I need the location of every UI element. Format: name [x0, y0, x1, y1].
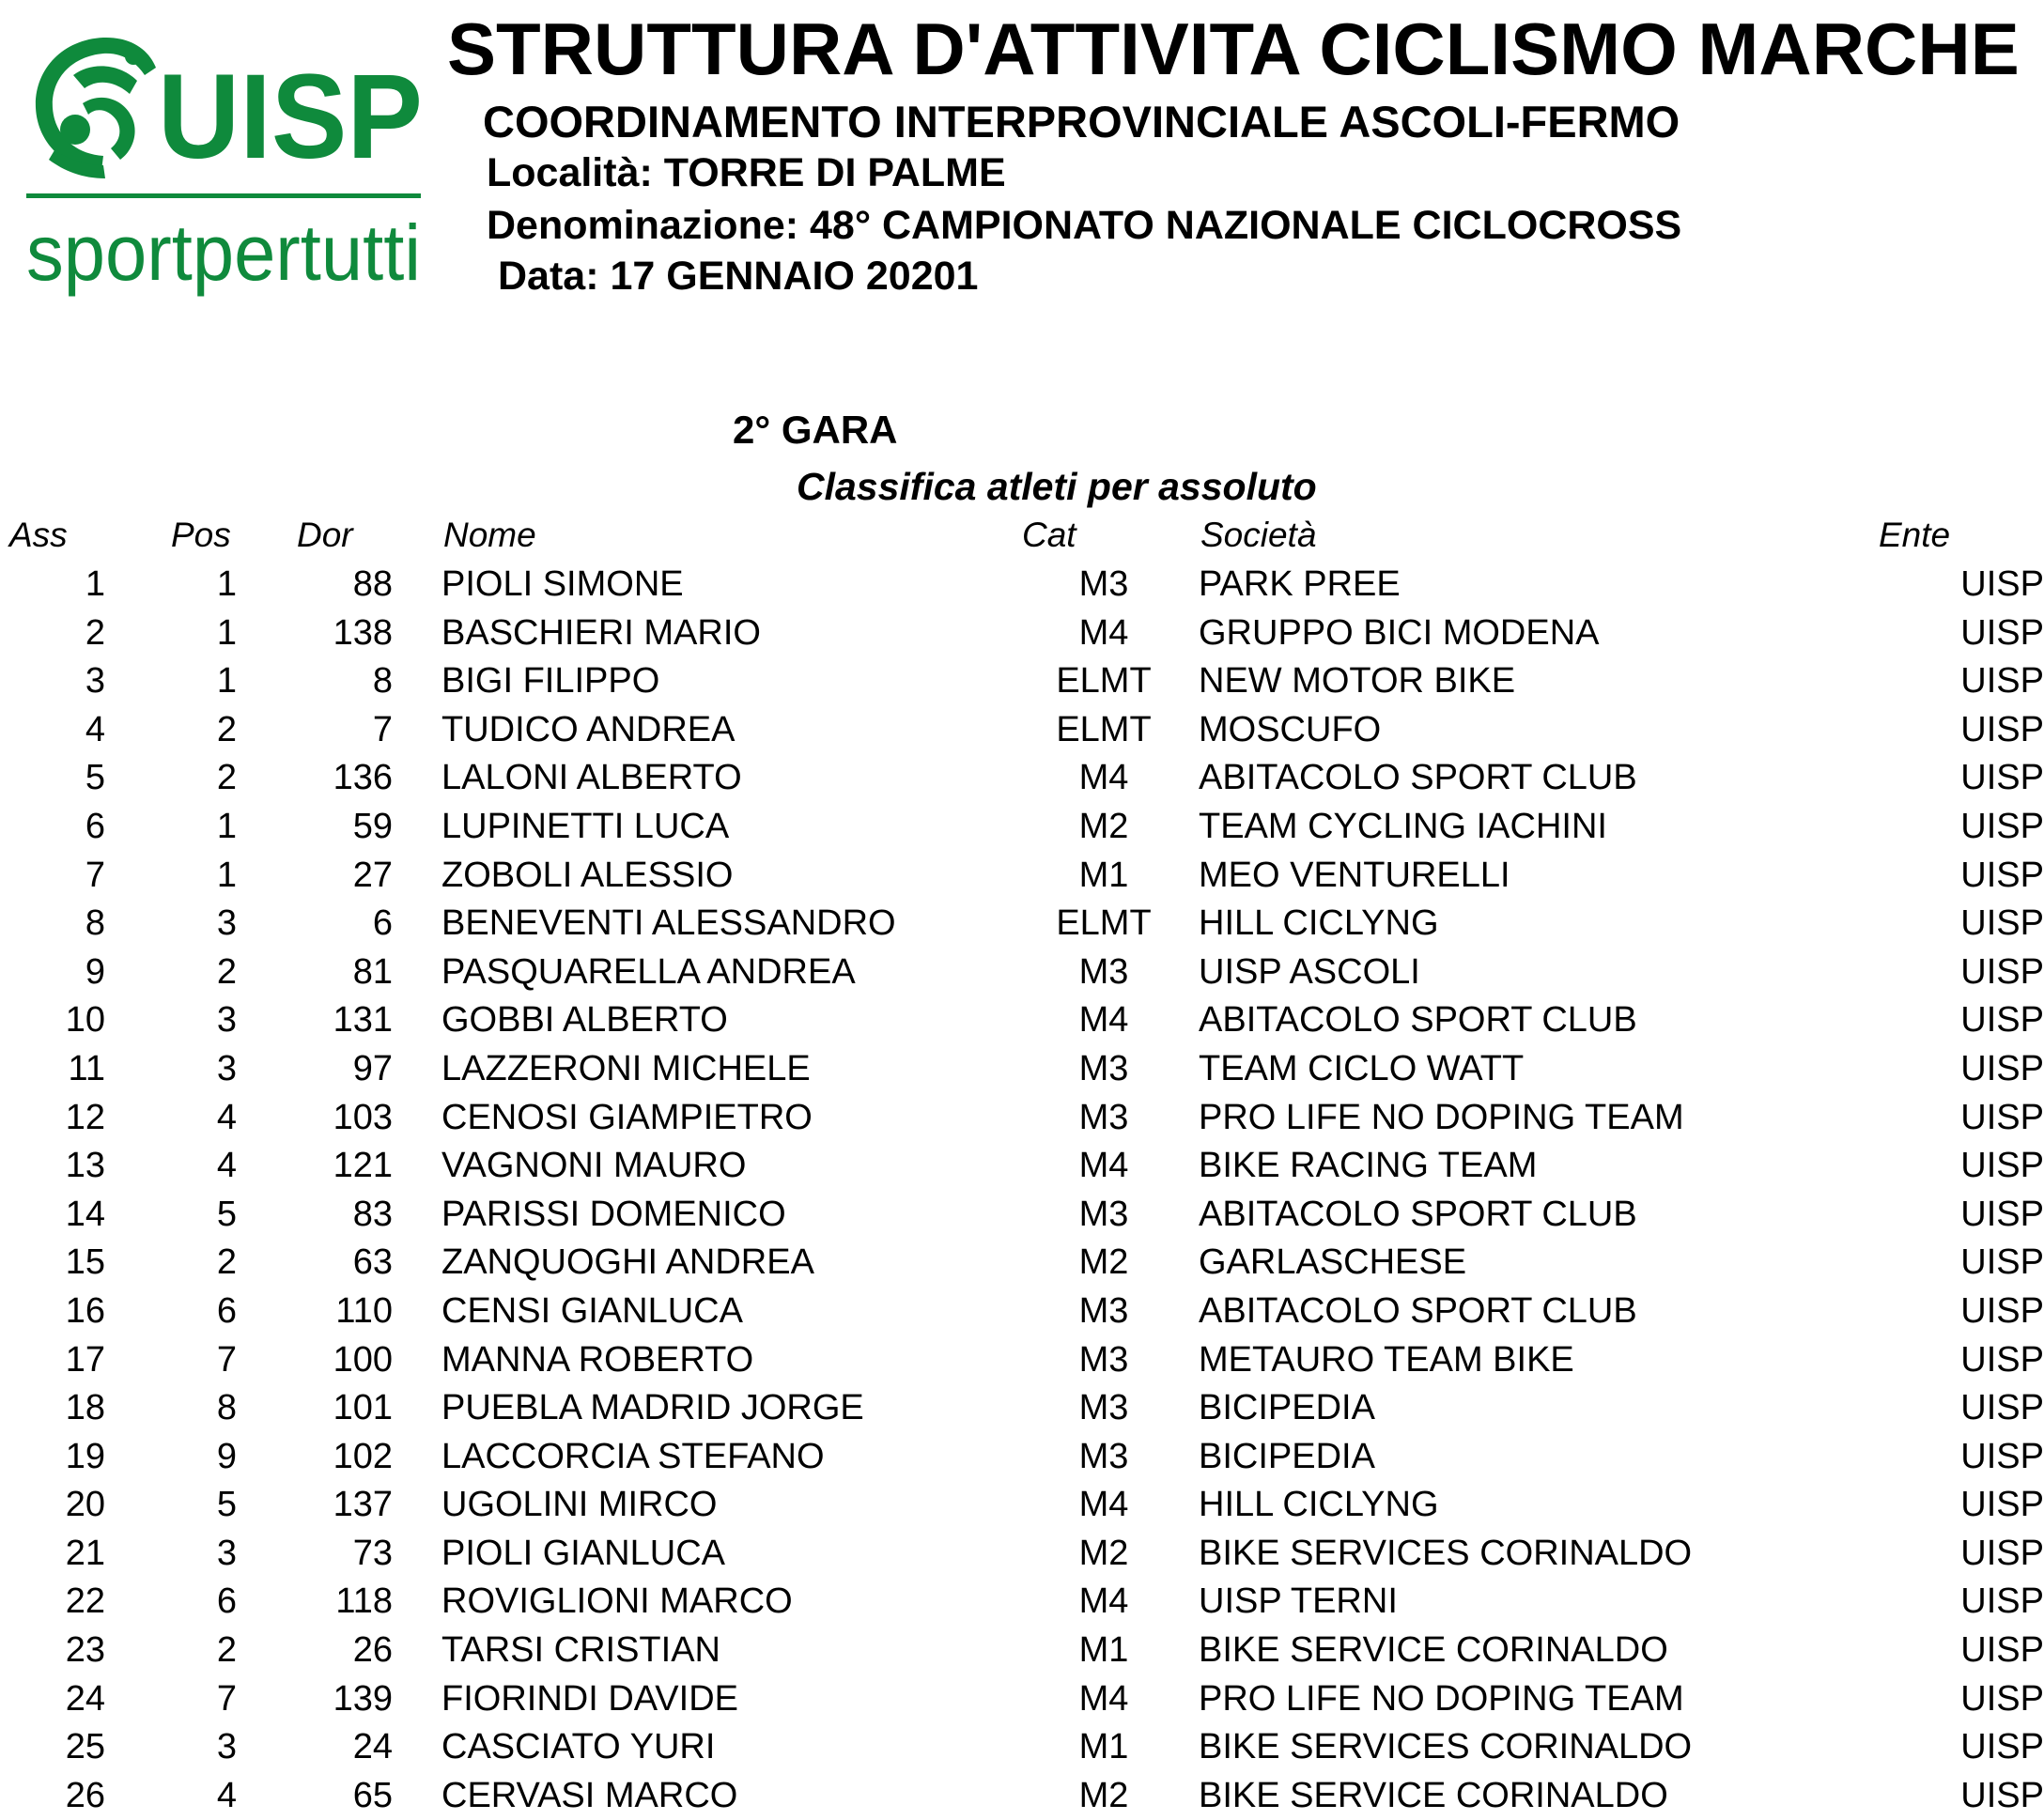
cell-pos: 7 — [216, 1678, 237, 1719]
cell-pos: 9 — [216, 1436, 237, 1476]
cell-cat: M4 — [1078, 612, 1129, 653]
table-row — [0, 1044, 2044, 1093]
cell-societa: GARLASCHESE — [1199, 1242, 1467, 1283]
cell-societa: BICIPEDIA — [1199, 1436, 1375, 1476]
brand-text: UISP — [158, 50, 423, 184]
cell-pos: 5 — [216, 1485, 237, 1525]
cell-nome: LACCORCIA STEFANO — [441, 1436, 825, 1476]
cell-dor: 102 — [333, 1436, 393, 1476]
table-row — [0, 995, 2044, 1044]
cell-cat: M3 — [1078, 1290, 1129, 1331]
cell-cat: M3 — [1078, 564, 1129, 604]
cell-ente: UISP — [1960, 1630, 2044, 1671]
cell-pos: 2 — [216, 709, 237, 749]
table-row — [0, 1432, 2044, 1481]
cell-pos: 5 — [216, 1194, 237, 1234]
cell-ass: 23 — [65, 1630, 105, 1671]
uisp-logo — [17, 19, 430, 319]
cell-dor: 26 — [352, 1630, 393, 1671]
cell-cat: M3 — [1078, 1097, 1129, 1137]
table-row — [0, 1577, 2044, 1626]
cell-ente: UISP — [1960, 1146, 2044, 1186]
table-row — [0, 753, 2044, 802]
cell-pos: 6 — [216, 1581, 237, 1622]
cell-cat: M4 — [1078, 1485, 1129, 1525]
table-row — [0, 802, 2044, 851]
cell-ente: UISP — [1960, 1242, 2044, 1283]
cell-cat: M2 — [1078, 806, 1129, 846]
localita-line: Località: TORRE DI PALME — [487, 150, 1006, 195]
cell-ente: UISP — [1960, 564, 2044, 604]
cell-ass: 20 — [65, 1485, 105, 1525]
cell-dor: 8 — [372, 661, 393, 702]
date-line: Data: 17 GENNAIO 20201 — [498, 254, 979, 299]
cell-dor: 137 — [333, 1485, 393, 1525]
cell-societa: TEAM CICLO WATT — [1199, 1048, 1525, 1088]
cell-ente: UISP — [1960, 1485, 2044, 1525]
cell-dor: 110 — [335, 1290, 393, 1331]
cell-dor: 7 — [372, 709, 393, 749]
cell-dor: 83 — [352, 1194, 393, 1234]
cell-pos: 6 — [216, 1290, 237, 1331]
cell-ass: 26 — [65, 1775, 105, 1815]
cell-cat: M3 — [1078, 1436, 1129, 1476]
cell-dor: 103 — [333, 1097, 393, 1137]
cell-cat: M3 — [1078, 1194, 1129, 1234]
cell-dor: 27 — [352, 855, 393, 895]
cell-ente: UISP — [1960, 1581, 2044, 1622]
uisp-logo-graphic — [17, 19, 430, 319]
table-row — [0, 656, 2044, 705]
cell-nome: PARISSI DOMENICO — [441, 1194, 786, 1234]
cell-nome: ZANQUOGHI ANDREA — [441, 1242, 814, 1283]
cell-nome: PASQUARELLA ANDREA — [441, 951, 856, 992]
cell-ente: UISP — [1960, 1388, 2044, 1428]
cell-nome: BIGI FILIPPO — [441, 661, 660, 702]
cell-nome: LAZZERONI MICHELE — [441, 1048, 811, 1088]
cell-pos: 1 — [216, 855, 237, 895]
cell-societa: PRO LIFE NO DOPING TEAM — [1199, 1097, 1684, 1137]
cell-ass: 25 — [65, 1727, 105, 1767]
cell-dor: 59 — [352, 806, 393, 846]
cell-pos: 2 — [216, 758, 237, 798]
cell-pos: 4 — [216, 1775, 237, 1815]
document-title: STRUTTURA D'ATTIVITA CICLISMO MARCHE — [447, 8, 2020, 90]
cell-societa: UISP TERNI — [1199, 1581, 1398, 1622]
header-ass: Ass — [9, 516, 68, 554]
cell-cat: M4 — [1078, 1146, 1129, 1186]
cell-societa: MOSCUFO — [1199, 709, 1382, 749]
cell-pos: 2 — [216, 951, 237, 992]
cell-dor: 131 — [333, 1000, 393, 1041]
table-row — [0, 1287, 2044, 1335]
cell-ass: 5 — [85, 758, 105, 798]
cell-pos: 3 — [216, 1000, 237, 1041]
cell-nome: ZOBOLI ALESSIO — [441, 855, 734, 895]
cell-ente: UISP — [1960, 951, 2044, 992]
cell-ente: UISP — [1960, 806, 2044, 846]
cell-dor: 88 — [352, 564, 393, 604]
cell-societa: METAURO TEAM BIKE — [1199, 1339, 1574, 1380]
cell-ass: 7 — [85, 855, 105, 895]
cell-pos: 1 — [216, 661, 237, 702]
cell-pos: 1 — [216, 806, 237, 846]
cell-ass: 18 — [65, 1388, 105, 1428]
ranking-heading: Classifica atleti per assoluto — [797, 465, 1317, 508]
cell-cat: M3 — [1078, 1048, 1129, 1088]
cell-societa: TEAM CYCLING IACHINI — [1199, 806, 1607, 846]
cell-societa: ABITACOLO SPORT CLUB — [1199, 758, 1637, 798]
denominazione-line: Denominazione: 48° CAMPIONATO NAZIONALE CICLOCROSS — [487, 203, 1682, 248]
cell-ass: 17 — [65, 1339, 105, 1380]
cell-societa: NEW MOTOR BIKE — [1199, 661, 1516, 702]
cell-ass: 16 — [65, 1290, 105, 1331]
cell-pos: 8 — [216, 1388, 237, 1428]
cell-ente: UISP — [1960, 1775, 2044, 1815]
document-subtitle: COORDINAMENTO INTERPROVINCIALE ASCOLI-FERMO — [483, 97, 1680, 147]
header-cat: Cat — [1022, 516, 1076, 554]
cell-ente: UISP — [1960, 855, 2044, 895]
cell-ente: UISP — [1960, 1436, 2044, 1476]
cell-nome: CERVASI MARCO — [441, 1775, 738, 1815]
tagline-text: sportpertutti — [26, 208, 421, 297]
cell-nome: CASCIATO YURI — [441, 1727, 716, 1767]
cell-ass: 22 — [65, 1581, 105, 1622]
cell-ass: 4 — [85, 709, 105, 749]
cell-cat: M4 — [1078, 1000, 1129, 1041]
cell-pos: 4 — [216, 1097, 237, 1137]
cell-societa: MEO VENTURELLI — [1199, 855, 1510, 895]
cell-ass: 9 — [85, 951, 105, 992]
table-row — [0, 560, 2044, 609]
cell-societa: PARK PREE — [1199, 564, 1401, 604]
cell-dor: 118 — [335, 1581, 393, 1622]
cell-dor: 121 — [333, 1146, 393, 1186]
cell-dor: 139 — [333, 1678, 393, 1719]
cell-pos: 1 — [216, 612, 237, 653]
cell-pos: 2 — [216, 1630, 237, 1671]
cell-nome: LALONI ALBERTO — [441, 758, 742, 798]
cell-cat: M3 — [1078, 1339, 1129, 1380]
cell-ass: 6 — [85, 806, 105, 846]
header-nome: Nome — [443, 516, 536, 554]
cell-ass: 19 — [65, 1436, 105, 1476]
cell-ente: UISP — [1960, 758, 2044, 798]
cell-societa: HILL CICLYNG — [1199, 903, 1439, 944]
cell-nome: PUEBLA MADRID JORGE — [441, 1388, 864, 1428]
cell-pos: 2 — [216, 1242, 237, 1283]
cell-nome: PIOLI SIMONE — [441, 564, 684, 604]
cell-cat: M4 — [1078, 1678, 1129, 1719]
cell-cat: M3 — [1078, 951, 1129, 992]
cell-nome: CENOSI GIAMPIETRO — [441, 1097, 813, 1137]
table-row — [0, 1335, 2044, 1384]
cell-societa: GRUPPO BICI MODENA — [1199, 612, 1600, 653]
cell-ass: 14 — [65, 1194, 105, 1234]
cell-societa: HILL CICLYNG — [1199, 1485, 1439, 1525]
cell-nome: GOBBI ALBERTO — [441, 1000, 728, 1041]
cell-ente: UISP — [1960, 1000, 2044, 1041]
table-row — [0, 1480, 2044, 1529]
cell-ass: 13 — [65, 1146, 105, 1186]
cell-ente: UISP — [1960, 1678, 2044, 1719]
cell-cat: M2 — [1078, 1533, 1129, 1573]
cell-dor: 81 — [352, 951, 393, 992]
table-row — [0, 899, 2044, 948]
cell-cat: M1 — [1078, 1630, 1129, 1671]
cell-dor: 73 — [352, 1533, 393, 1573]
table-row — [0, 1238, 2044, 1287]
cell-ente: UISP — [1960, 1290, 2044, 1331]
cell-societa: BIKE SERVICES CORINALDO — [1199, 1727, 1693, 1767]
table-row — [0, 1141, 2044, 1190]
cell-ente: UISP — [1960, 1097, 2044, 1137]
cell-ass: 3 — [85, 661, 105, 702]
cell-ass: 11 — [68, 1048, 105, 1088]
cell-ente: UISP — [1960, 612, 2044, 653]
cell-dor: 100 — [333, 1339, 393, 1380]
table-row — [0, 705, 2044, 754]
table-row — [0, 1529, 2044, 1578]
cell-nome: MANNA ROBERTO — [441, 1339, 754, 1380]
cell-pos: 3 — [216, 1533, 237, 1573]
cell-ass: 1 — [85, 564, 105, 604]
table-row — [0, 851, 2044, 900]
race-heading: 2° GARA — [733, 408, 898, 452]
cell-pos: 3 — [216, 1727, 237, 1767]
cell-cat: M2 — [1078, 1775, 1129, 1815]
cell-ass: 12 — [65, 1097, 105, 1137]
cell-nome: LUPINETTI LUCA — [441, 806, 730, 846]
cell-cat: M3 — [1078, 1388, 1129, 1428]
cell-nome: BASCHIERI MARIO — [441, 612, 761, 653]
cell-cat: M4 — [1078, 758, 1129, 798]
cell-nome: PIOLI GIANLUCA — [441, 1533, 725, 1573]
cell-dor: 97 — [352, 1048, 393, 1088]
cell-ass: 10 — [65, 1000, 105, 1041]
cell-ass: 15 — [65, 1242, 105, 1283]
cell-ente: UISP — [1960, 1533, 2044, 1573]
table-row — [0, 1093, 2044, 1142]
cell-societa: UISP ASCOLI — [1199, 951, 1420, 992]
cell-dor: 101 — [333, 1388, 393, 1428]
cell-nome: ROVIGLIONI MARCO — [441, 1581, 793, 1622]
cell-cat: M4 — [1078, 1581, 1129, 1622]
table-row — [0, 1190, 2044, 1239]
table-row — [0, 1383, 2044, 1432]
cell-societa: BICIPEDIA — [1199, 1388, 1375, 1428]
cell-ente: UISP — [1960, 1727, 2044, 1767]
header-pos: Pos — [171, 516, 231, 554]
cell-nome: VAGNONI MAURO — [441, 1146, 747, 1186]
table-row — [0, 1771, 2044, 1820]
table-row — [0, 1674, 2044, 1723]
cell-pos: 1 — [216, 564, 237, 604]
cell-dor: 65 — [352, 1775, 393, 1815]
cell-pos: 7 — [216, 1339, 237, 1380]
cell-cat: ELMT — [1056, 709, 1152, 749]
cyclist-emblem-icon — [36, 38, 156, 178]
cell-nome: TUDICO ANDREA — [441, 709, 736, 749]
cell-ente: UISP — [1960, 1339, 2044, 1380]
cell-dor: 24 — [352, 1727, 393, 1767]
cell-dor: 136 — [333, 758, 393, 798]
cell-cat: ELMT — [1056, 661, 1152, 702]
results-table — [0, 560, 2044, 1819]
cell-ente: UISP — [1960, 709, 2044, 749]
cell-nome: BENEVENTI ALESSANDRO — [441, 903, 896, 944]
cell-ass: 21 — [65, 1533, 105, 1573]
cell-cat: M2 — [1078, 1242, 1129, 1283]
cell-pos: 3 — [216, 903, 237, 944]
cell-ass: 2 — [85, 612, 105, 653]
header-ente: Ente — [1879, 516, 1951, 554]
cell-nome: FIORINDI DAVIDE — [441, 1678, 738, 1719]
cell-societa: BIKE SERVICE CORINALDO — [1199, 1630, 1668, 1671]
cell-societa: ABITACOLO SPORT CLUB — [1199, 1000, 1637, 1041]
cell-dor: 6 — [372, 903, 393, 944]
cell-cat: M1 — [1078, 1727, 1129, 1767]
cell-cat: M1 — [1078, 855, 1129, 895]
header-dor: Dor — [297, 516, 353, 554]
cell-nome: TARSI CRISTIAN — [441, 1630, 720, 1671]
cell-nome: CENSI GIANLUCA — [441, 1290, 743, 1331]
cell-cat: ELMT — [1056, 903, 1152, 944]
cell-ente: UISP — [1960, 1048, 2044, 1088]
cell-ass: 24 — [65, 1678, 105, 1719]
cell-societa: BIKE SERVICES CORINALDO — [1199, 1533, 1693, 1573]
cell-nome: UGOLINI MIRCO — [441, 1485, 718, 1525]
cell-societa: BIKE RACING TEAM — [1199, 1146, 1538, 1186]
cell-societa: ABITACOLO SPORT CLUB — [1199, 1290, 1637, 1331]
header-societa: Società — [1200, 516, 1317, 554]
cell-dor: 138 — [333, 612, 393, 653]
cell-societa: BIKE SERVICE CORINALDO — [1199, 1775, 1668, 1815]
cell-societa: ABITACOLO SPORT CLUB — [1199, 1194, 1637, 1234]
cell-ente: UISP — [1960, 661, 2044, 702]
table-row — [0, 948, 2044, 996]
cell-societa: PRO LIFE NO DOPING TEAM — [1199, 1678, 1684, 1719]
table-row — [0, 1626, 2044, 1674]
cell-pos: 3 — [216, 1048, 237, 1088]
table-row — [0, 609, 2044, 657]
cell-dor: 63 — [352, 1242, 393, 1283]
cell-ass: 8 — [85, 903, 105, 944]
cell-pos: 4 — [216, 1146, 237, 1186]
table-row — [0, 1722, 2044, 1771]
cell-ente: UISP — [1960, 1194, 2044, 1234]
cell-ente: UISP — [1960, 903, 2044, 944]
